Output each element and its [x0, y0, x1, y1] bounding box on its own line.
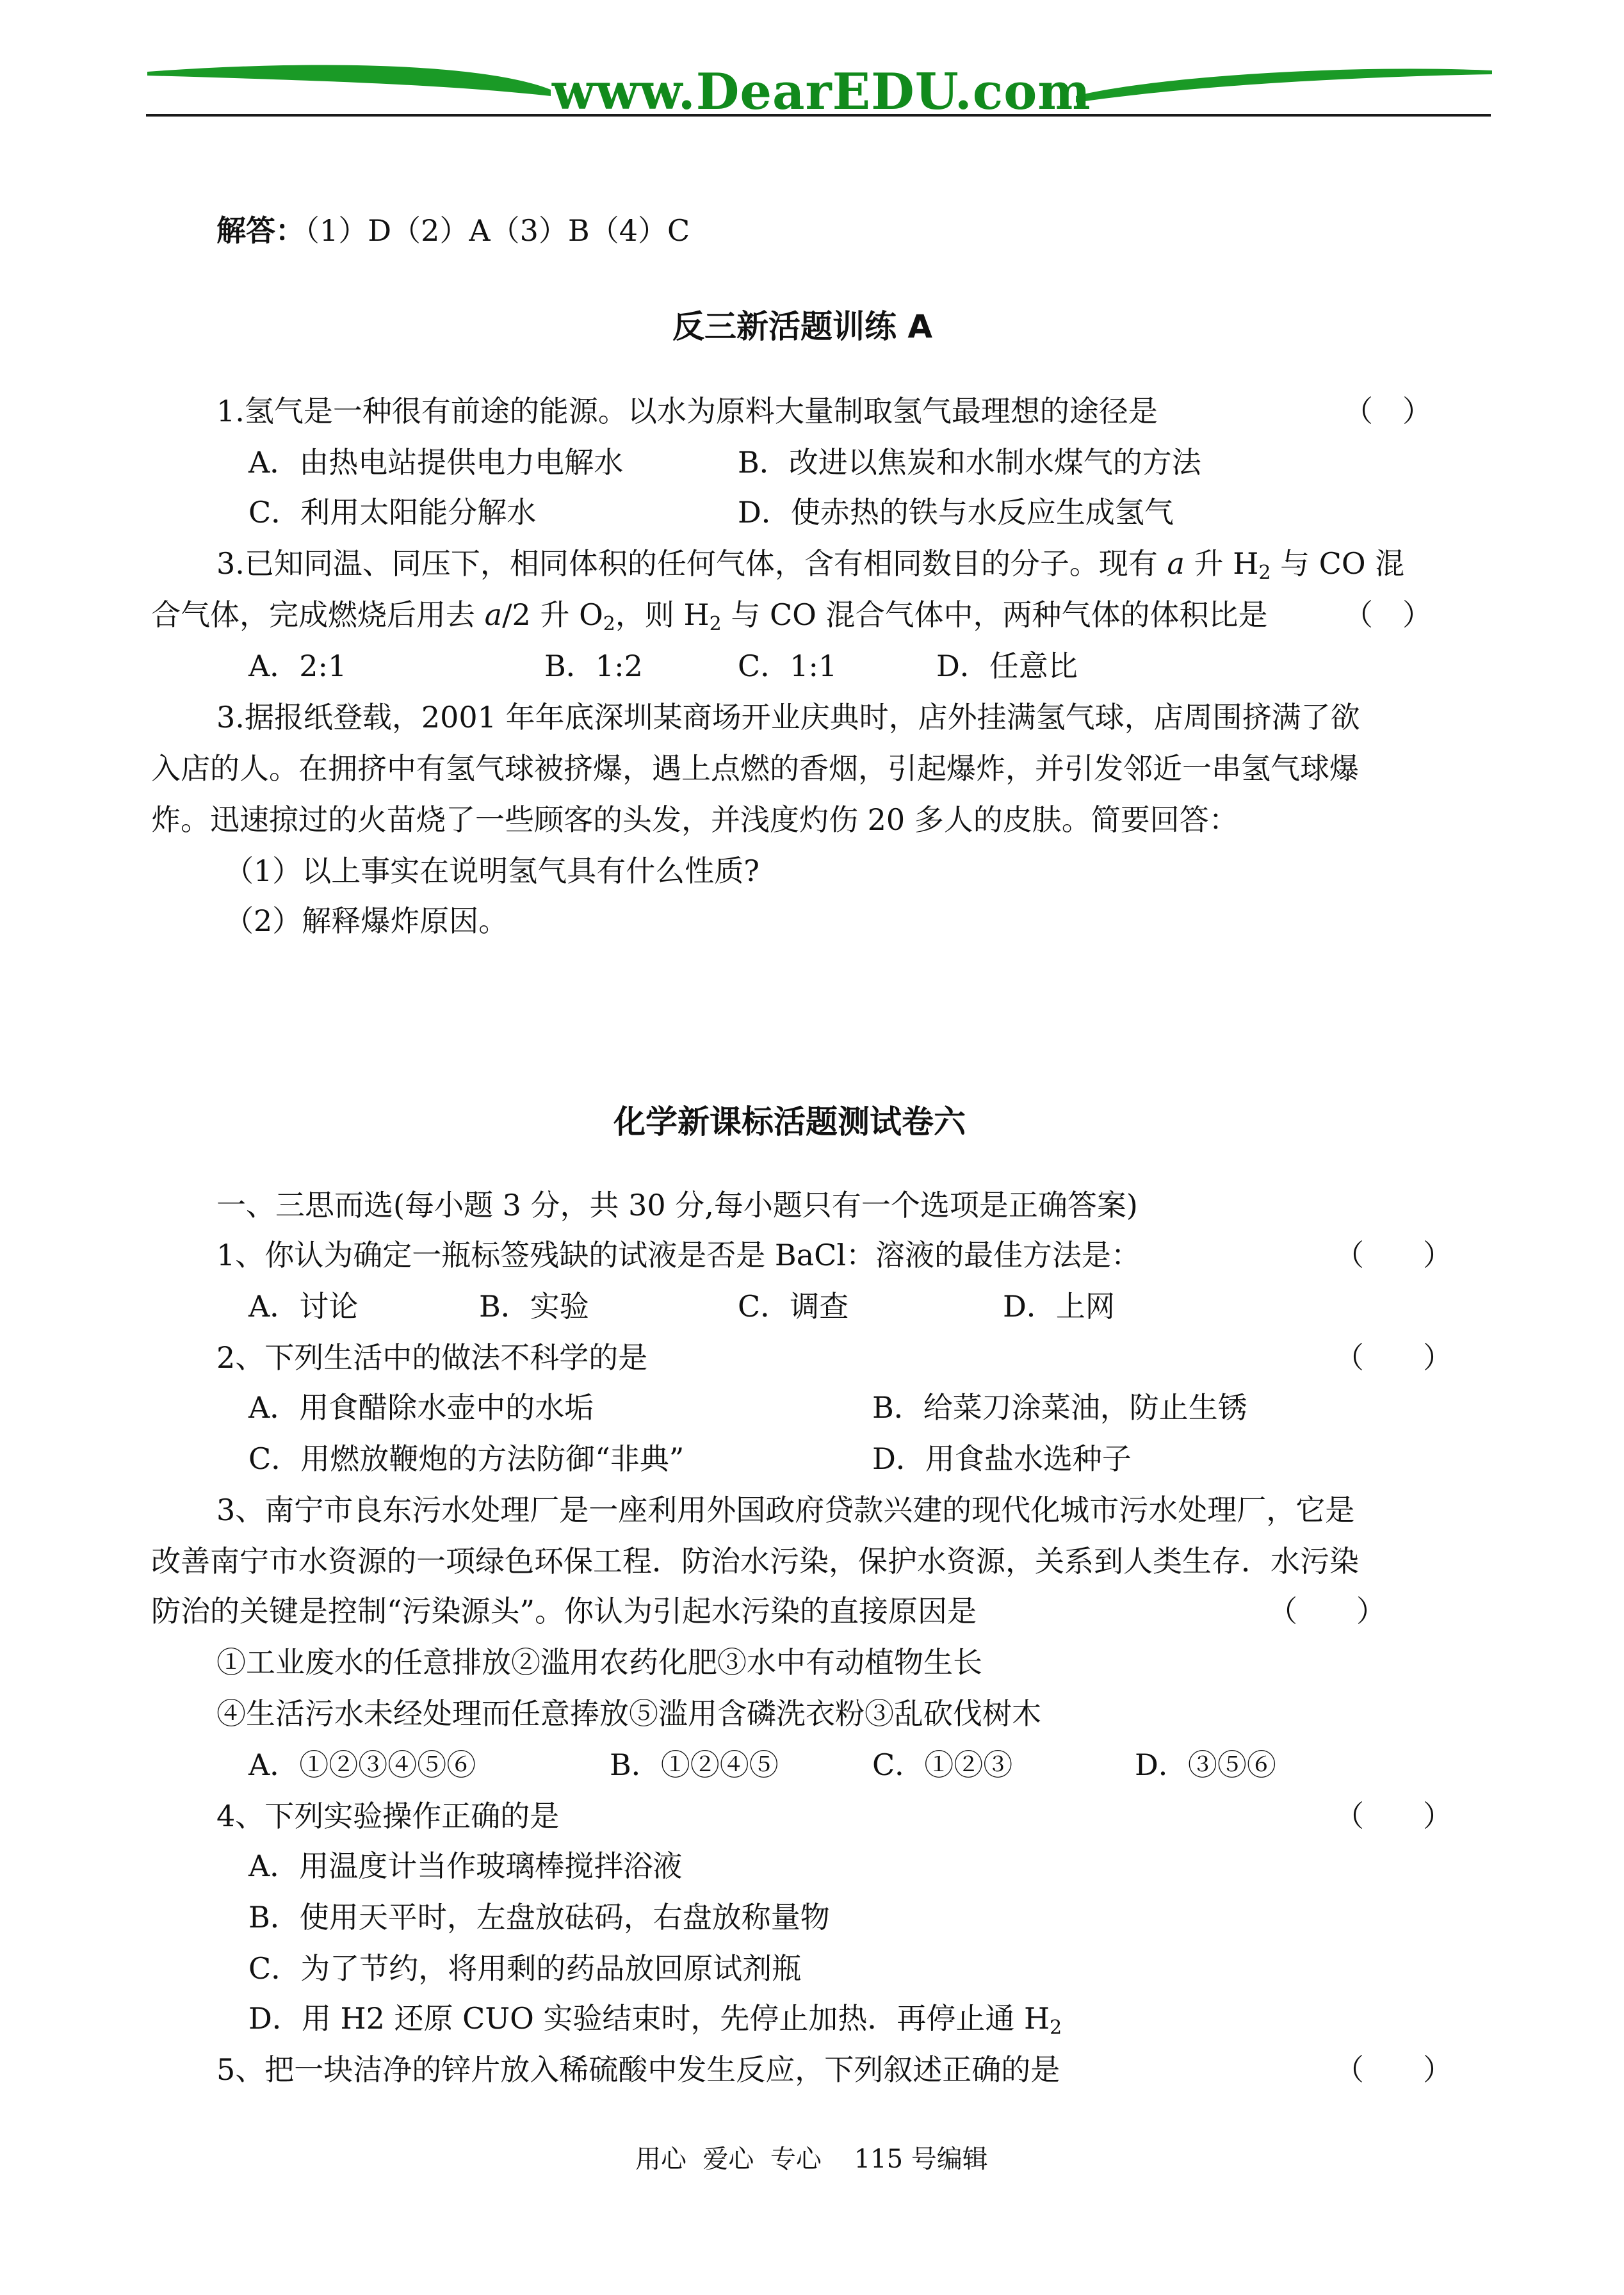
sb-q1-option-b: B．实验	[479, 1289, 589, 1324]
sa-q2-option-a: A．2:1	[248, 649, 347, 683]
sa-q2-option-b: B．1:2	[544, 649, 643, 683]
sa-q2-line1	[216, 544, 1404, 583]
sa-q3-line2: 入店的人。在拥挤中有氢气球被挤爆，遇上点燃的香烟，引起爆炸，并引发邻近一串氢气球爆	[151, 751, 1359, 786]
sb-q4-option-d	[248, 1999, 1062, 2038]
sb-q3-line2: 改善南宁市水资源的一项绿色环保工程．防治水污染，保护水资源，关系到人类生存．水污染	[151, 1544, 1359, 1578]
sb-q3-items1: ①工业废水的任意排放②滥用农药化肥③水中有动植物生长	[216, 1645, 982, 1680]
sb-q3-line3: 防治的关键是控制“污染源头”。你认为引起水污染的直接原因是	[151, 1594, 977, 1628]
sb-q3-option-b: B．①②④⑤	[610, 1748, 779, 1782]
sa-q3-sub1: （1）以上事实在说明氢气具有什么性质?	[224, 854, 759, 888]
sb-q4-text: 4、下列实验操作正确的是	[216, 1799, 560, 1833]
sb-q2-bracket: （ ）	[1335, 1340, 1452, 1375]
sa-q3-line3: 炸。迅速掠过的火苗烧了一些顾客的头发，并浅度灼伤 20 多人的皮肤。简要回答：	[151, 802, 1238, 837]
sb-q1-bracket: （ ）	[1335, 1238, 1452, 1272]
sa-q1-text: 1.氢气是一种很有前途的能源。以水为原料大量制取氢气最理想的途径是	[216, 394, 1158, 428]
sa-q1-option-d: D．使赤热的铁与水反应生成氢气	[738, 495, 1174, 530]
answer-text: （1）D（2）A（3）B（4）C	[305, 213, 690, 248]
sa-q2-sub-o: 2	[603, 613, 615, 635]
sa-q3-line1: 3.据报纸登载，2001 年年底深圳某商场开业庆典时，店外挂满氢气球，店周围挤满了欲	[216, 700, 1360, 734]
sb-q3-option-d: D．③⑤⑥	[1135, 1748, 1276, 1782]
sb-q3-items2: ④生活污水未经处理而任意捧放⑤滥用含磷洗衣粉③乱砍伐树木	[216, 1696, 1041, 1731]
sa-q2-l2a: 合气体，完成燃烧后用去	[151, 597, 485, 632]
sa-q2-l2c: ，则 H	[615, 597, 710, 632]
sb-q2-option-c: C．用燃放鞭炮的方法防御“非典”	[248, 1441, 685, 1476]
sa-q2-l1b: 升 H	[1184, 546, 1259, 581]
sa-q1-option-a: A．由热电站提供电力电解水	[248, 445, 624, 480]
sa-q2-l1a: 3.已知同温、同压下，相同体积的任何气体，含有相同数目的分子。现有	[216, 546, 1167, 581]
sb-q3-bracket: （ ）	[1268, 1594, 1386, 1628]
sa-q2-bracket: （ ）	[1344, 597, 1432, 632]
sb-q4-bracket: （ ）	[1335, 1799, 1452, 1833]
answer-label: 解答：	[216, 213, 305, 248]
sb-q4-option-a: A．用温度计当作玻璃棒搅拌浴液	[248, 1849, 683, 1883]
sb-q4-option-b: B．使用天平时，左盘放砝码，右盘放称量物	[248, 1900, 830, 1934]
sb-q1-option-c: C．调查	[738, 1289, 849, 1324]
sa-q2-sub: 2	[1258, 562, 1271, 584]
sa-q2-var-a: a	[1167, 546, 1185, 581]
sa-q2-line2	[151, 596, 1268, 634]
sa-q1-option-c: C．利用太阳能分解水	[248, 495, 537, 530]
sa-q2-option-c: C．1:1	[738, 649, 838, 683]
section-a-title: 反三新活题训练 A	[672, 308, 933, 345]
sb-q4-option-d-sub: 2	[1050, 2016, 1062, 2039]
sa-q1-option-b: B．改进以焦炭和水制水煤气的方法	[738, 445, 1201, 480]
sb-q2-option-d: D．用食盐水选种子	[872, 1441, 1132, 1476]
sb-q3-option-a: A．①②③④⑤⑥	[248, 1748, 476, 1782]
sb-q5-bracket: （ ）	[1335, 2052, 1452, 2087]
sa-q2-sub-h: 2	[709, 613, 722, 635]
sb-q5-text: 5、把一块洁净的锌片放入稀硫酸中发生反应，下列叙述正确的是	[216, 2052, 1060, 2087]
sb-q3-option-c: C．①②③	[872, 1748, 1013, 1782]
sb-q3-line1: 3、南宁市良东污水处理厂是一座利用外国政府贷款兴建的现代化城市污水处理厂，它是	[216, 1493, 1355, 1527]
sb-q2-option-b: B．给菜刀涂菜油，防止生锈	[872, 1390, 1247, 1425]
sa-q2-option-d: D．任意比	[936, 649, 1078, 683]
sa-q2-l2d: 与 CO 混合气体中，两种气体的体积比是	[721, 597, 1268, 632]
sb-q1-option-a: A．讨论	[248, 1289, 359, 1324]
sa-q2-l1c: 与 CO 混	[1271, 546, 1405, 581]
sb-q4-option-c: C．为了节约，将用剩的药品放回原试剂瓶	[248, 1951, 802, 1986]
site-logo-text: www.DearEDU.com	[552, 63, 1091, 121]
sa-q2-var-a2: a	[484, 597, 503, 632]
sa-q2-l2b: /2 升 O	[502, 597, 603, 632]
sa-q1-bracket: （ ）	[1344, 394, 1432, 428]
sb-intro: 一、三思而选(每小题 3 分，共 30 分,每小题只有一个选项是正确答案)	[216, 1188, 1138, 1222]
sb-q2-text: 2、下列生活中的做法不科学的是	[216, 1340, 648, 1375]
sb-q4-option-d-text: D．用 H2 还原 CUO 实验结束时，先停止加热．再停止通 H	[248, 2001, 1050, 2036]
sb-q1-option-d: D．上网	[1003, 1289, 1115, 1324]
sb-q2-option-a: A．用食醋除水壶中的水垢	[248, 1390, 594, 1425]
sa-q3-sub2: （2）解释爆炸原因。	[224, 904, 508, 938]
sb-q1-text: 1、你认为确定一瓶标签残缺的试液是否是 BaCl：溶液的最佳方法是：	[216, 1238, 1141, 1272]
answer-line	[216, 211, 690, 250]
page-footer: 用心 爱心 专心 115 号编辑	[635, 2145, 988, 2174]
section-b-title: 化学新课标活题测试卷六	[613, 1103, 966, 1140]
